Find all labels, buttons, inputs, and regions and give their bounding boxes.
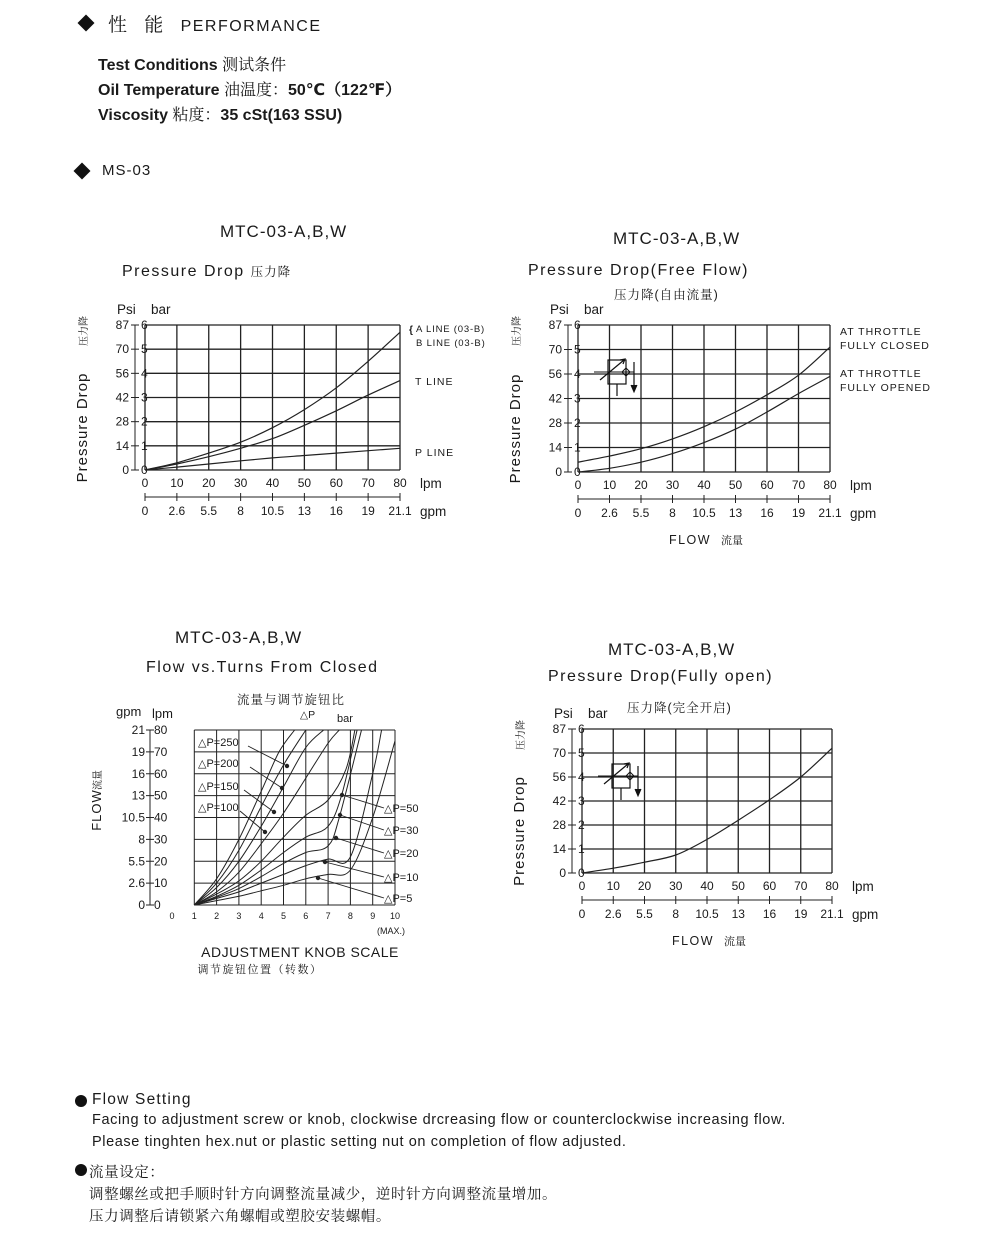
chart1-x-tick-gpm: 10.5 <box>260 504 285 518</box>
chart3-y-tick-gpm: 5.5 <box>128 854 145 869</box>
chart4-y-tick-bar: 0 <box>578 866 585 880</box>
chart1-x-unit-lpm: lpm <box>420 476 442 491</box>
chart4-y-tick-psi: 28 <box>552 818 566 832</box>
viscosity-label: Viscosity <box>98 107 168 124</box>
chart4-x-label: FLOW <box>671 934 715 948</box>
chart3-y-unit-right: lpm <box>152 706 173 721</box>
chart2-x-tick-lpm: 20 <box>634 478 648 492</box>
chart2-y-label-cn: 压力降 <box>512 316 523 346</box>
chart1-x-tick-gpm: 13 <box>297 504 312 518</box>
chart1-label-p-line: P LINE <box>415 447 455 459</box>
chart3-y-tick-lpm: 0 <box>154 898 161 912</box>
chart4-x-tick-lpm: 70 <box>794 879 808 893</box>
chart1-x-tick-gpm: 0 <box>141 504 149 518</box>
chart2-x-tick-gpm: 10.5 <box>692 506 716 520</box>
chart2-label-opened-1: AT THROTTLE <box>840 368 922 380</box>
chart1-y-tick-psi: 0 <box>122 463 129 477</box>
chart1-x-tick-gpm: 2.6 <box>168 504 186 518</box>
chart4-y-unit-right: bar <box>588 706 608 721</box>
chart3-leader-arrow <box>334 836 338 840</box>
chart3-leader-arrow <box>272 810 276 814</box>
oil-temperature-label: Oil Temperature <box>98 82 220 99</box>
chart4-y-tick-bar: 2 <box>578 818 585 832</box>
chart3-series-label: △P=50 <box>384 803 419 815</box>
chart4-y-tick-psi: 87 <box>552 722 566 736</box>
title-cn: 性 能 <box>108 15 170 36</box>
chart1-y-tick-psi: 42 <box>115 390 129 405</box>
chart4-x-tick-lpm: 50 <box>731 879 745 893</box>
chart4-x-tick-lpm: 40 <box>700 879 714 893</box>
chart2-x-tick-gpm: 19 <box>791 506 806 520</box>
chart1-x-tick-gpm: 21.1 <box>388 504 412 518</box>
chart1-x-tick-lpm: 30 <box>233 476 248 490</box>
chart4-x-unit-gpm: gpm <box>852 907 879 922</box>
chart4-x-tick-lpm: 0 <box>578 879 586 893</box>
chart3-x-tick: 3 <box>236 911 242 921</box>
chart4-x-tick-lpm: 30 <box>669 879 683 893</box>
chart4-x-tick-gpm: 2.6 <box>604 907 622 921</box>
chart4-y-label-cn: 压力降 <box>516 720 527 750</box>
chart4-y-tick-psi: 14 <box>552 842 566 856</box>
chart1-y-unit-left: Psi <box>117 302 136 317</box>
chart2-y-tick-psi: 56 <box>548 367 562 381</box>
chart2-x-tick-lpm: 40 <box>697 478 711 492</box>
chart2-y-unit-right: bar <box>584 302 604 317</box>
chart2-y-tick-bar: 0 <box>574 465 581 479</box>
chart1-x-tick-lpm: 10 <box>170 476 184 490</box>
chart3-leader-line <box>244 790 274 812</box>
chart3-leader-arrow <box>285 764 289 768</box>
flow-setting-cn-title: 流量设定： <box>89 1165 165 1181</box>
chart4-x-tick-gpm: 10.5 <box>695 907 719 921</box>
chart3-series-label: △P=30 <box>384 825 419 837</box>
chart1-x-unit-gpm: gpm <box>420 504 447 519</box>
chart1-y-tick-psi: 70 <box>115 342 129 357</box>
chart2-x-tick-gpm: 5.5 <box>632 506 650 520</box>
chart3-leader-arrow <box>316 876 320 880</box>
chart2-x-tick-gpm: 2.6 <box>601 506 618 520</box>
chart4-x-label-cn: 流量 <box>724 936 746 948</box>
chart1-x-tick-lpm: 0 <box>141 476 149 490</box>
chart2-x-unit-gpm: gpm <box>850 506 877 521</box>
chart3-leader-arrow <box>280 786 284 790</box>
chart3-y-tick-lpm: 40 <box>154 810 168 825</box>
chart2-y-label: Pressure Drop <box>507 373 524 484</box>
chart3-x-tick: 1 <box>191 911 197 921</box>
chart2-y-tick-psi: 42 <box>548 391 562 406</box>
chart3-x-max-label: (MAX.) <box>377 926 405 936</box>
chart1-x-tick-gpm: 16 <box>329 504 343 518</box>
chart2-x-unit-lpm: lpm <box>850 478 872 493</box>
chart2-y-tick-bar: 5 <box>574 342 581 357</box>
chart1-x-tick-gpm: 5.5 <box>200 504 218 518</box>
chart1-y-tick-bar: 3 <box>141 390 148 405</box>
chart3-series-label: △P=100 <box>198 802 239 814</box>
chart1-y-tick-bar: 1 <box>141 438 148 453</box>
chart1-x-tick-lpm: 70 <box>361 476 375 490</box>
chart4-y-tick-psi: 42 <box>552 794 566 808</box>
check-valve-symbol-icon <box>594 354 654 404</box>
chart3-y-tick-gpm: 10.5 <box>121 810 145 825</box>
chart2-title: MTC-03-A,B,W <box>613 229 741 248</box>
chart1-subtitle-cn: 压力降 <box>250 265 292 279</box>
chart3-y-tick-lpm: 80 <box>154 723 168 737</box>
chart3-series-label: △P=200 <box>198 758 239 770</box>
chart3-title: MTC-03-A,B,W <box>175 628 303 647</box>
flow-setting-line-2: Please tinghten hex.nut or plastic setting nut on completion of flow adjusted. <box>92 1134 627 1150</box>
chart1-title: MTC-03-A,B,W <box>220 222 348 241</box>
chart3-y-tick-gpm: 21 <box>131 723 145 737</box>
viscosity-value: 35 cSt(163 SSU) <box>220 107 343 124</box>
chart4-y-unit-left: Psi <box>554 706 573 721</box>
chart3-x-label: ADJUSTMENT KNOB SCALE <box>201 944 399 960</box>
flow-setting-line-1: Facing to adjustment screw or knob, clockwise drcreasing flow or counterclockwise increasing flow. <box>92 1112 786 1128</box>
chart1-label-b-line: B LINE (03-B) <box>416 338 486 349</box>
chart2-y-tick-psi: 87 <box>548 318 562 332</box>
flow-setting-cn-bullet-icon <box>75 1164 87 1176</box>
chart4-y-tick-bar: 6 <box>578 722 585 736</box>
chart4-x-tick-gpm: 21.1 <box>820 907 844 921</box>
flow-setting-cn-line-2: 压力调整后请锁紧六角螺帽或塑胶安装螺帽。 <box>89 1209 391 1225</box>
chart1-y-tick-bar: 2 <box>141 414 148 429</box>
chart3-leader-arrow <box>338 813 342 817</box>
chart1-y-tick-psi: 14 <box>115 438 129 453</box>
chart2-subtitle-cn: 压力降(自由流量) <box>614 288 719 302</box>
chart4-x-tick-gpm: 16 <box>762 907 777 921</box>
test-conditions-cn: 测试条件 <box>217 57 287 74</box>
flow-setting-title: Flow Setting <box>92 1091 192 1108</box>
chart2-x-label: FLOW <box>668 533 712 547</box>
chart1-y-tick-psi: 56 <box>115 366 129 381</box>
chart2-x-tick-lpm: 80 <box>823 478 837 492</box>
chart4-subtitle: Pressure Drop(Fully open) <box>548 668 774 685</box>
chart3-x-label-cn: 调节旋钮位置（转数） <box>197 964 323 976</box>
chart3-x-tick: 7 <box>325 911 331 921</box>
oil-temperature-value: 50℃（122℉） <box>287 82 402 99</box>
chart3-y-tick-lpm: 30 <box>154 832 168 847</box>
chart4-y-tick-bar: 5 <box>578 746 585 760</box>
chart2-y-tick-bar: 1 <box>574 440 581 455</box>
chart2-x-tick-gpm: 16 <box>760 506 774 520</box>
chart3-dp-label: △P <box>300 709 316 721</box>
chart4-y-tick-psi: 0 <box>559 866 566 880</box>
chart2-y-unit-left: Psi <box>550 302 569 317</box>
chart3-y-label-cn: 流量 <box>93 770 104 790</box>
chart4-title: MTC-03-A,B,W <box>608 640 736 659</box>
chart3-subtitle: Flow vs.Turns From Closed <box>146 659 379 676</box>
chart2-x-tick-lpm: 0 <box>574 478 582 492</box>
flow-setting-bullet-icon <box>75 1095 87 1107</box>
chart4-x-tick-lpm: 20 <box>637 879 652 893</box>
chart3-x-tick: 9 <box>370 911 376 921</box>
chart2-y-tick-bar: 3 <box>574 391 581 406</box>
chart1-y-label-cn: 压力降 <box>79 316 90 346</box>
chart2-x-label-cn: 流量 <box>721 535 743 547</box>
chart3-y-tick-gpm: 16 <box>131 766 145 781</box>
chart1-y-tick-psi: 87 <box>115 318 129 332</box>
chart2-y-tick-bar: 4 <box>574 367 581 381</box>
chart3-y-tick-lpm: 10 <box>154 876 168 891</box>
chart3-series-label: △P=5 <box>384 893 413 905</box>
test-conditions-label: Test Conditions <box>98 57 218 74</box>
chart4-y-tick-bar: 3 <box>578 794 585 808</box>
chart2-y-tick-psi: 0 <box>555 465 562 479</box>
chart3-leader-arrow <box>340 793 344 797</box>
chart2-x-tick-lpm: 70 <box>791 478 806 492</box>
chart3-subtitle-cn: 流量与调节旋钮比 <box>237 693 346 707</box>
chart3-y-tick-gpm: 19 <box>131 744 145 759</box>
chart1-x-tick-gpm: 8 <box>237 504 244 518</box>
chart2-label-opened-2: FULLY OPENED <box>840 382 931 394</box>
chart4-x-tick-gpm: 19 <box>794 907 808 921</box>
chart3-y-unit-left: gpm <box>116 704 142 719</box>
chart1-x-tick-lpm: 20 <box>202 476 216 490</box>
chart4-y-tick-psi: 56 <box>552 770 566 784</box>
chart3-dp-unit: bar <box>337 713 353 725</box>
chart3-y-tick-gpm: 2.6 <box>128 876 145 891</box>
chart1-label-a-line: A LINE (03-B) <box>416 324 486 335</box>
chart3-series-label: △P=150 <box>198 781 239 793</box>
chart4-x-unit-lpm: lpm <box>852 879 874 894</box>
chart2-x-tick-lpm: 60 <box>760 478 774 492</box>
flow-setting-cn-line-1: 调整螺丝或把手顺时针方向调整流量减少，逆时针方向调整流量增加。 <box>89 1187 558 1203</box>
chart1-brace-icon: { <box>409 325 413 336</box>
chart1-y-tick-bar: 4 <box>141 366 148 381</box>
chart2-x-tick-lpm: 50 <box>728 478 743 492</box>
chart3-y-tick-gpm: 0 <box>138 898 145 912</box>
chart1-x-tick-lpm: 80 <box>393 476 407 490</box>
chart3-y-tick-gpm: 13 <box>131 788 145 803</box>
chart4-y-tick-bar: 4 <box>578 770 585 784</box>
chart3-y-tick-gpm: 8 <box>138 832 145 847</box>
chart2-y-tick-bar: 2 <box>574 416 581 430</box>
chart3-x-tick: 8 <box>347 911 353 921</box>
oil-temperature-cn: 油温度： <box>219 82 288 99</box>
chart3-leader-arrow <box>323 860 327 864</box>
chart3-series-label: △P=250 <box>198 737 239 749</box>
chart3-x-tick: 4 <box>258 911 264 921</box>
chart3-x-tick: 0 <box>169 911 175 921</box>
chart3-y-tick-lpm: 50 <box>154 788 168 803</box>
chart4-y-tick-psi: 70 <box>552 746 566 760</box>
chart4-x-tick-gpm: 5.5 <box>636 907 653 921</box>
chart3-y-tick-lpm: 70 <box>154 744 168 759</box>
chart1-y-tick-bar: 5 <box>141 342 148 357</box>
chart3-y-label: FLOW <box>89 789 104 831</box>
chart4-x-tick-lpm: 10 <box>606 879 620 893</box>
chart3-x-tick: 2 <box>214 911 220 921</box>
chart3-series-label: △P=10 <box>384 872 419 884</box>
chart3-x-tick: 6 <box>303 911 309 921</box>
chart2-y-tick-psi: 14 <box>548 440 562 455</box>
chart3-leader-arrow <box>263 830 267 834</box>
chart4-x-tick-gpm: 8 <box>672 907 680 921</box>
title-en: PERFORMANCE <box>180 18 322 35</box>
chart1-y-tick-psi: 28 <box>115 414 129 429</box>
chart1-y-unit-right: bar <box>151 302 171 317</box>
chart2-label-closed-2: FULLY CLOSED <box>840 340 930 352</box>
chart1-x-tick-lpm: 60 <box>329 476 343 490</box>
chart1-x-tick-gpm: 19 <box>361 504 375 518</box>
chart2-y-tick-psi: 70 <box>548 342 562 357</box>
chart2-y-tick-psi: 28 <box>548 416 562 430</box>
chart2-y-tick-bar: 6 <box>574 318 581 332</box>
chart1-y-tick-bar: 0 <box>141 463 148 477</box>
chart4-y-label: Pressure Drop <box>511 776 528 886</box>
model-label: MS-03 <box>102 162 152 179</box>
chart1-y-label: Pressure Drop <box>74 372 91 483</box>
chart4-x-tick-lpm: 80 <box>825 879 839 893</box>
chart3-y-tick-lpm: 60 <box>154 766 168 781</box>
chart2-label-closed-1: AT THROTTLE <box>840 326 922 338</box>
chart1-x-tick-lpm: 40 <box>265 476 280 490</box>
chart2-x-tick-gpm: 21.1 <box>818 506 842 520</box>
chart3-leader-line <box>250 767 282 788</box>
chart1-y-tick-bar: 6 <box>141 318 148 332</box>
chart2-subtitle: Pressure Drop(Free Flow) <box>528 262 749 279</box>
chart2-x-tick-gpm: 13 <box>728 506 743 520</box>
chart2-x-tick-lpm: 30 <box>665 478 680 492</box>
chart2-x-tick-gpm: 8 <box>669 506 676 520</box>
chart1-x-tick-lpm: 50 <box>297 476 312 490</box>
chart2-x-tick-lpm: 10 <box>602 478 617 492</box>
chart4-subtitle-cn: 压力降(完全开启) <box>627 701 732 715</box>
check-valve-symbol-fully-open-icon <box>598 758 658 808</box>
chart4-x-tick-lpm: 60 <box>762 879 777 893</box>
chart2-x-tick-gpm: 0 <box>574 506 582 520</box>
chart3-x-tick: 10 <box>389 911 401 921</box>
chart4-y-tick-bar: 1 <box>578 842 585 856</box>
chart3-x-tick: 5 <box>280 911 287 921</box>
chart1-label-t-line: T LINE <box>415 376 454 388</box>
chart4-x-tick-gpm: 0 <box>578 907 586 921</box>
chart4-x-tick-gpm: 13 <box>731 907 745 921</box>
chart3-series-label: △P=20 <box>384 848 419 860</box>
chart3-y-tick-lpm: 20 <box>154 854 168 869</box>
viscosity-cn: 粘度： <box>167 107 221 124</box>
chart1-subtitle-en: Pressure Drop <box>122 263 245 280</box>
